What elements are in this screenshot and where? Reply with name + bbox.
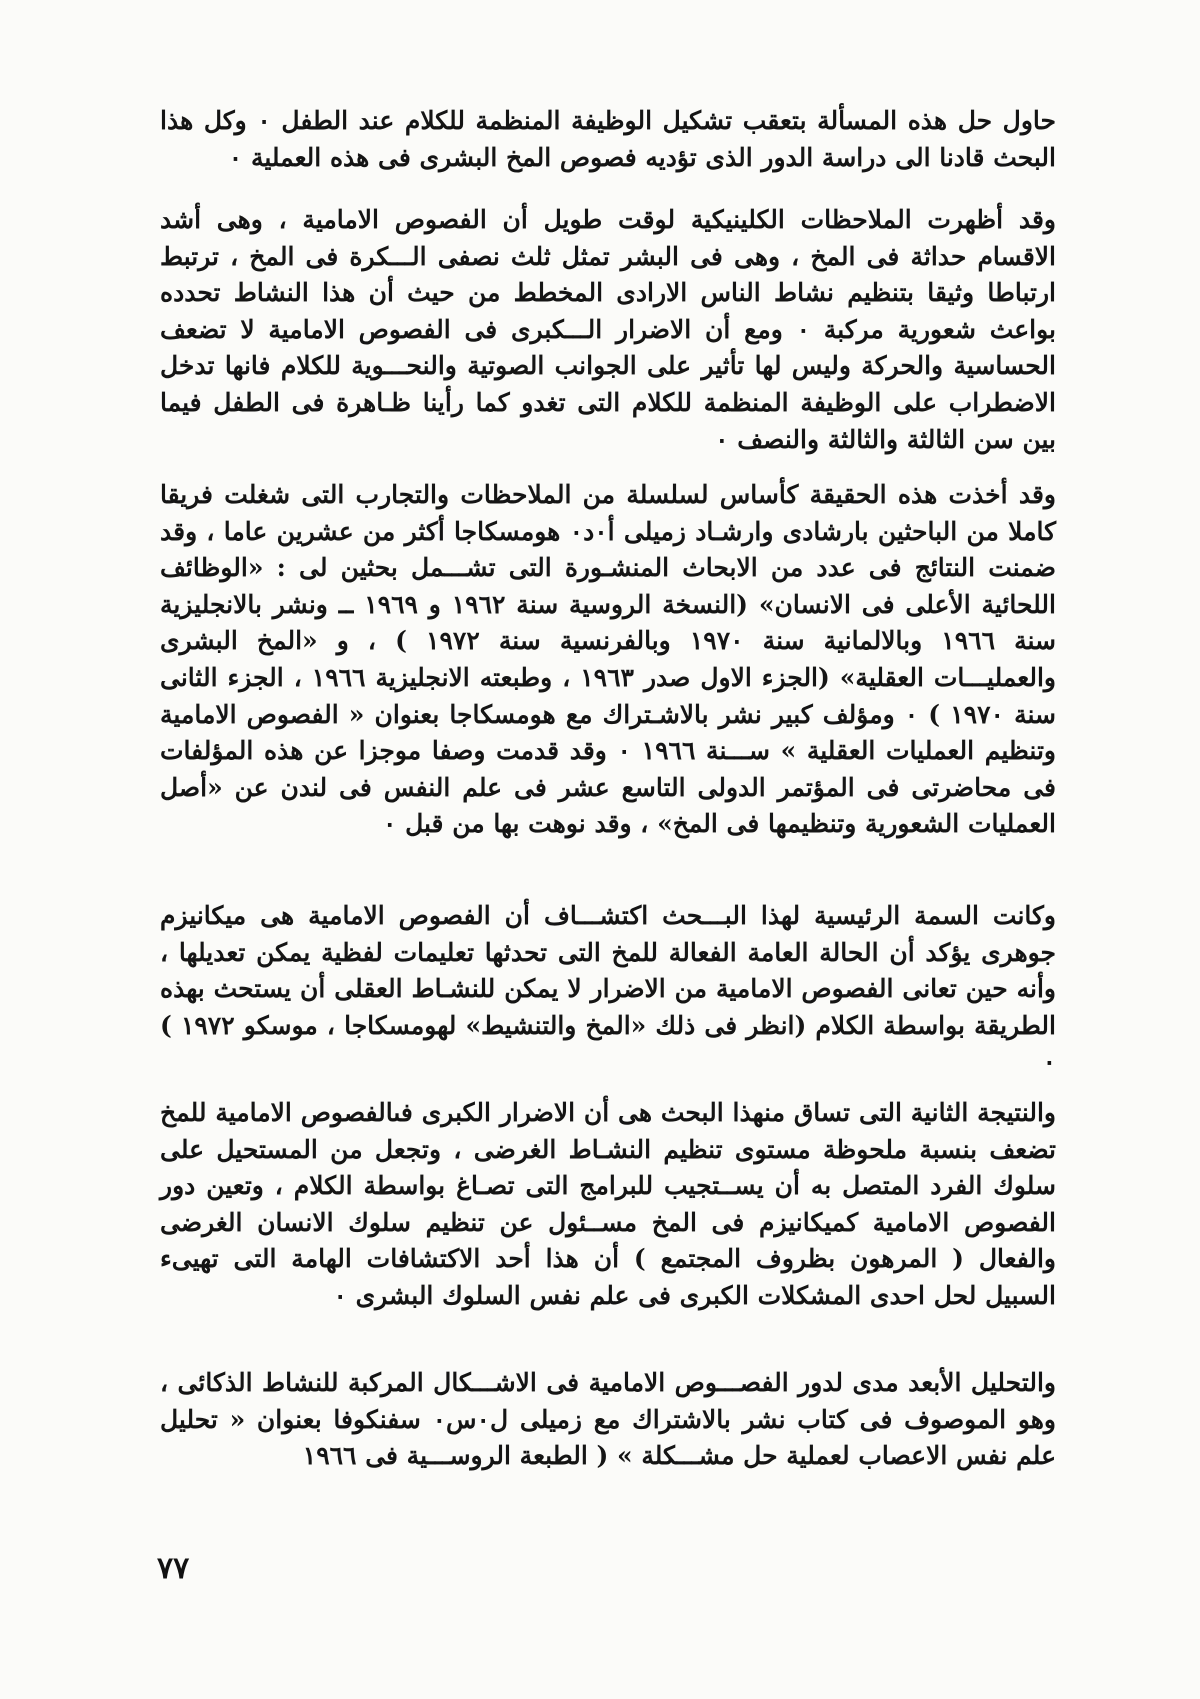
paragraph: والتحليل الأبعد مدى لدور الفصـــوص الامامية فى الاشـــكال المركبة للنشاط الذكائى ، وهو الموصوف فى كتاب نشر بالاشتراك مع زميلى ل٠س٠ سفنكوفا بعنوان « تحليل علم نفس الاعصاب لعملية حل مشـــكلة » ( الطبعة الروســـية فى ١٩٦٦ [160, 1368, 1057, 1471]
paragraph: وقد أظهرت الملاحظات الكلينيكية لوقت طويل أن الفصوص الامامية ، وهى أشد الاقسام حداثة فى المخ ، وهى فى البشر تمثل ثلث نصفى الـــكرة فى المخ ، ترتبط ارتباطا وثيقا بتنظيم نشاط الناس الارادى المخطط من حيث أن هذا النشاط تحدده بواعث شعورية مركبة ٠ ومع أن الاضرار الـــكبرى فى الفصوص الامامية لا تضعف الحساسية والحركة وليس لها تأثير على الجوانب الصوتية والنحـــوية للكلام فانها تدخل الاضطراب على الوظيفة المنظمة للكلام التى تغدو كما رأينا ظـاهرة فى الطفل فيما بين سن الثالثة والثالثة والنصف ٠ [160, 205, 1056, 454]
paragraph-1-block [160, 103, 1056, 176]
page-number: ٧٧ [157, 1551, 190, 1586]
paragraph-5-block [160, 1095, 1056, 1315]
paragraph: والنتيجة الثانية التى تساق منهذا البحث هى أن الاضرار الكبرى فىالفصوص الامامية للمخ تضعف بنسبة ملحوظة مستوى تنظيم النشـاط الغرضى ، وتجعل من المستحيل على سلوك الفرد المتصل به أن يســتجيب للبرامج التى تصـاغ بواسطة الكلام ، وتعين دور الفصوص الامامية كميكانيزم فى المخ مســئول عن تنظيم سلوك الانسان الغرضى والفعال ( المرهون بظروف المجتمع ) أن هذا أحد الاكتشافات الهامة التى تهيىء السبيل لحل احدى المشكلات الكبرى فى علم نفس السلوك البشرى ٠ [160, 1098, 1056, 1310]
paragraph-2-block [160, 202, 1056, 458]
paragraph: حاول حل هذه المسألة بتعقب تشكيل الوظيفة المنظمة للكلام عند الطفل ٠ وكل هذا البحث قادنا الى دراسة الدور الذى تؤديه فصوص المخ البشرى فى هذه العملية ٠ [160, 106, 1056, 172]
paragraph-3-block [160, 477, 1056, 843]
paragraph-4-block [160, 898, 1056, 1081]
paragraph-6-block [160, 1365, 1056, 1475]
paragraph: وكانت السمة الرئيسية لهذا البـــحث اكتشـــاف أن الفصوص الامامية هى ميكانيزم جوهرى يؤكد أن الحالة العامة الفعالة للمخ التى تحدثها تعليمات لفظية يمكن تعديلها ، وأنه حين تعانى الفصوص الامامية من الاضرار لا يمكن للنشـاط العقلى أن يستحث بهذه الطريقة بواسطة الكلام (انظر فى ذلك «المخ والتنشيط» لهومسكاجا ، موسكو ١٩٧٢ ) ٠ [160, 901, 1056, 1077]
paragraph: وقد أخذت هذه الحقيقة كأساس لسلسلة من الملاحظات والتجارب التى شغلت فريقا كاملا من الباحثين بارشادى وارشـاد زميلى أ٠د٠ هومسكاجا أكثر من عشرين عاما ، وقد ضمنت النتائج فى عدد من الابحاث المنشـورة التى تشـــمل بحثين لى : «الوظائف اللحائية الأعلى فى الانسان» (النسخة الروسية سنة ١٩٦٢ و ١٩٦٩ ــ ونشر بالانجليزية سنة ١٩٦٦ وبالالمانية سنة ١٩٧٠ وبالفرنسية سنة ١٩٧٢ ) ، و «المخ البشرى والعمليـــات العقلية» (الجزء الاول صدر ١٩٦٣ ، وطبعته الانجليزية ١٩٦٦ ، الجزء الثانى سنة ١٩٧٠ ) ٠ ومؤلف كبير نشر بالاشـتراك مع هومسكاجا بعنوان « الفصوص الامامية وتنظيم العمليات العقلية » ســـنة ١٩٦٦ ٠ وقد قدمت وصفا موجزا عن هذه المؤلفات فى محاضرتى فى المؤتمر الدولى التاسع عشر فى علم النفس فى لندن عن «أصل العمليات الشعورية وتنظيمها فى المخ» ، وقد نوهت بها من قبل ٠ [160, 480, 1056, 839]
